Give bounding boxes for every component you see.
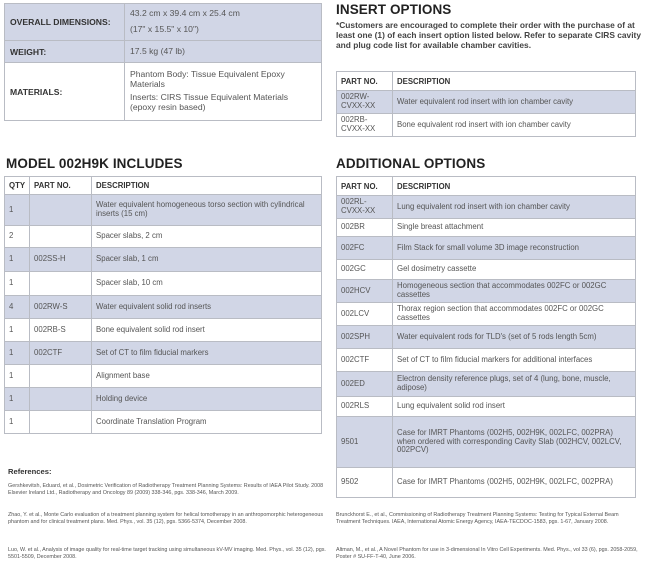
reference-entry: Brunckhorst E., et al., Commissioning of Radiotherapy Treatment Planning Systems: Testing for Typical External Beam Treatment Techniques. IAEA, International Atomic Energy Agency, IAEA-TECDOC-1583, pgs. 1-67, January 2008.	[336, 512, 619, 525]
part-cell: 002CTF	[337, 349, 393, 372]
part-cell: 002GC	[337, 260, 393, 280]
table-row	[337, 260, 636, 280]
description-cell: Water equivalent homogeneous torso section with cylindrical inserts (15 cm)	[92, 195, 322, 226]
qty-cell: 1	[5, 272, 30, 296]
description-cell: Set of CT to film fiducial markers	[92, 342, 322, 365]
spec-row-weight	[5, 41, 322, 63]
part-cell	[30, 272, 92, 296]
description-cell: Case for IMRT Phantoms (002H5, 002H9K, 002LFC, 002PRA)	[393, 468, 636, 498]
table-row	[5, 296, 322, 319]
model-includes-title: MODEL 002H9K INCLUDES	[6, 156, 183, 171]
table-header-row	[337, 72, 636, 91]
part-cell	[30, 365, 92, 388]
part-cell: 9502	[337, 468, 393, 498]
part-cell: 002RB-CVXX-XX	[337, 114, 393, 137]
description-cell: Lung equivalent rod insert with ion chamber cavity	[393, 196, 636, 219]
part-cell: 002RW-S	[30, 296, 92, 319]
table-row	[337, 417, 636, 468]
column-header: PART NO.	[337, 72, 393, 91]
description-cell: Water equivalent rod insert with ion chamber cavity	[393, 91, 636, 114]
qty-cell: 1	[5, 342, 30, 365]
table-row	[337, 349, 636, 372]
table-row	[5, 411, 322, 434]
reference-entry: Luo, W. et al., Analysis of image quality for real-time target tracking using simultaneous kV-MV imaging. Med. Phys., vol. 35 (12), pgs. 5501-5509, December 2008.	[8, 547, 326, 560]
table-row	[337, 114, 636, 137]
table-header-row	[337, 177, 636, 196]
description-cell: Lung equivalent solid rod insert	[393, 397, 636, 417]
table-row	[5, 195, 322, 226]
spec-value-line: (17" x 15.5" x 10")	[130, 24, 199, 34]
part-cell: 002FC	[337, 237, 393, 260]
qty-cell: 4	[5, 296, 30, 319]
part-cell	[30, 226, 92, 248]
spec-value	[125, 4, 322, 41]
spec-label: WEIGHT:	[5, 41, 125, 63]
spec-row-dimensions	[5, 4, 322, 41]
reference-entry: Zhao, Y. et al., Monte Carlo evaluation of a treatment planning system for helical tomotherapy in an anthropomorphic heterogeneous phantom and for clinical treatment plans. Med. Phys., vol. 35 (12), pgs. 5366-5374, December 2008.	[8, 512, 324, 525]
part-cell: 002RW-CVXX-XX	[337, 91, 393, 114]
model-includes-table	[4, 176, 322, 434]
spec-value	[125, 63, 322, 121]
spec-label: MATERIALS:	[5, 63, 125, 121]
references-title: References:	[8, 467, 52, 476]
part-cell: 002BR	[337, 219, 393, 237]
table-row	[5, 388, 322, 411]
description-cell: Water equivalent solid rod inserts	[92, 296, 322, 319]
description-cell: Holding device	[92, 388, 322, 411]
reference-entry: Altman, M., et al., A Novel Phantom for use in 3-dimensional In Vitro Cell Experiments. Med. Phys., vol 33 (6), pgs. 2058-2059, Poster # SU-FF-T-40, June 2006.	[336, 547, 638, 560]
table-row	[337, 468, 636, 498]
description-cell: Bone equivalent solid rod insert	[92, 319, 322, 342]
part-cell: 002LCV	[337, 303, 393, 326]
spec-value-line: Phantom Body: Tissue Equivalent Epoxy Materials	[130, 69, 285, 90]
description-cell: Alignment base	[92, 365, 322, 388]
table-row	[337, 372, 636, 397]
part-cell: 002SS-H	[30, 248, 92, 272]
table-row	[337, 280, 636, 303]
spec-value: 17.5 kg (47 lb)	[125, 41, 322, 63]
column-header: DESCRIPTION	[393, 177, 636, 196]
insert-options-title: INSERT OPTIONS	[336, 2, 452, 17]
description-cell: Spacer slab, 10 cm	[92, 272, 322, 296]
description-cell: Electron density reference plugs, set of 4 (lung, bone, muscle, adipose)	[393, 372, 636, 397]
spec-label: OVERALL DIMENSIONS:	[5, 4, 125, 41]
description-cell: Single breast attachment	[393, 219, 636, 237]
table-row	[5, 365, 322, 388]
qty-cell: 1	[5, 388, 30, 411]
qty-cell: 1	[5, 319, 30, 342]
insert-options-table	[336, 71, 636, 137]
table-row	[337, 196, 636, 219]
table-row	[5, 342, 322, 365]
qty-cell: 2	[5, 226, 30, 248]
table-row	[5, 272, 322, 296]
description-cell: Gel dosimetry cassette	[393, 260, 636, 280]
description-cell: Homogeneous section that accommodates 002FC or 002GC cassettes	[393, 280, 636, 303]
part-cell: 9501	[337, 417, 393, 468]
part-cell: 002ED	[337, 372, 393, 397]
column-header: DESCRIPTION	[92, 177, 322, 195]
part-cell: 002RL-CVXX-XX	[337, 196, 393, 219]
qty-cell: 1	[5, 365, 30, 388]
specifications-table	[4, 3, 322, 121]
part-cell: 002HCV	[337, 280, 393, 303]
table-row	[5, 248, 322, 272]
description-cell: Case for IMRT Phantoms (002H5, 002H9K, 002LFC, 002PRA) when ordered with corresponding Cavity Slab (002HCV, 002LCV, 002PCV)	[393, 417, 636, 468]
additional-options-table	[336, 176, 636, 498]
table-row	[5, 226, 322, 248]
part-cell	[30, 411, 92, 434]
qty-cell: 1	[5, 248, 30, 272]
column-header: PART NO.	[30, 177, 92, 195]
table-row	[337, 219, 636, 237]
description-cell: Film Stack for small volume 3D image reconstruction	[393, 237, 636, 260]
table-row	[5, 319, 322, 342]
description-cell: Water equivalent rods for TLD's (set of 5 rods length 5cm)	[393, 326, 636, 349]
spec-value-line: Inserts: CIRS Tissue Equivalent Materials (epoxy resin based)	[130, 92, 289, 112]
part-cell	[30, 388, 92, 411]
table-row	[337, 237, 636, 260]
table-row	[337, 303, 636, 326]
spec-row-materials	[5, 63, 322, 121]
column-header: PART NO.	[337, 177, 393, 196]
reference-entry: Gershkevitsh, Eduard, et al., Dosimetric Verification of Radiotherapy Treatment Planning Systems: Results of IAEA Pilot Study. 2008 Elsevier Ireland Ltd., Radiotherapy and Oncology 89 (2009) 338-346, pgs. 338-346, March 2009.	[8, 483, 324, 496]
part-cell: 002RLS	[337, 397, 393, 417]
description-cell: Coordinate Translation Program	[92, 411, 322, 434]
table-row	[337, 397, 636, 417]
qty-cell: 1	[5, 411, 30, 434]
table-header-row	[5, 177, 322, 195]
description-cell: Spacer slab, 1 cm	[92, 248, 322, 272]
description-cell: Set of CT to film fiducial markers for additional interfaces	[393, 349, 636, 372]
spec-value-line: 43.2 cm x 39.4 cm x 25.4 cm	[130, 8, 240, 19]
part-cell: 002RB-S	[30, 319, 92, 342]
column-header: QTY	[5, 177, 30, 195]
description-cell: Bone equivalent rod insert with ion chamber cavity	[393, 114, 636, 137]
description-cell: Thorax region section that accommodates 002FC or 002GC cassettes	[393, 303, 636, 326]
part-cell	[30, 195, 92, 226]
table-row	[337, 91, 636, 114]
table-row	[337, 326, 636, 349]
description-cell: Spacer slabs, 2 cm	[92, 226, 322, 248]
additional-options-title: ADDITIONAL OPTIONS	[336, 156, 486, 171]
column-header: DESCRIPTION	[393, 72, 636, 91]
part-cell: 002CTF	[30, 342, 92, 365]
insert-options-note: *Customers are encouraged to complete their order with the purchase of at least one (1) of each insert option listed below. Refer to separate CIRS cavity and plug code list for available chamber cavities.	[336, 20, 641, 51]
qty-cell: 1	[5, 195, 30, 226]
part-cell: 002SPH	[337, 326, 393, 349]
